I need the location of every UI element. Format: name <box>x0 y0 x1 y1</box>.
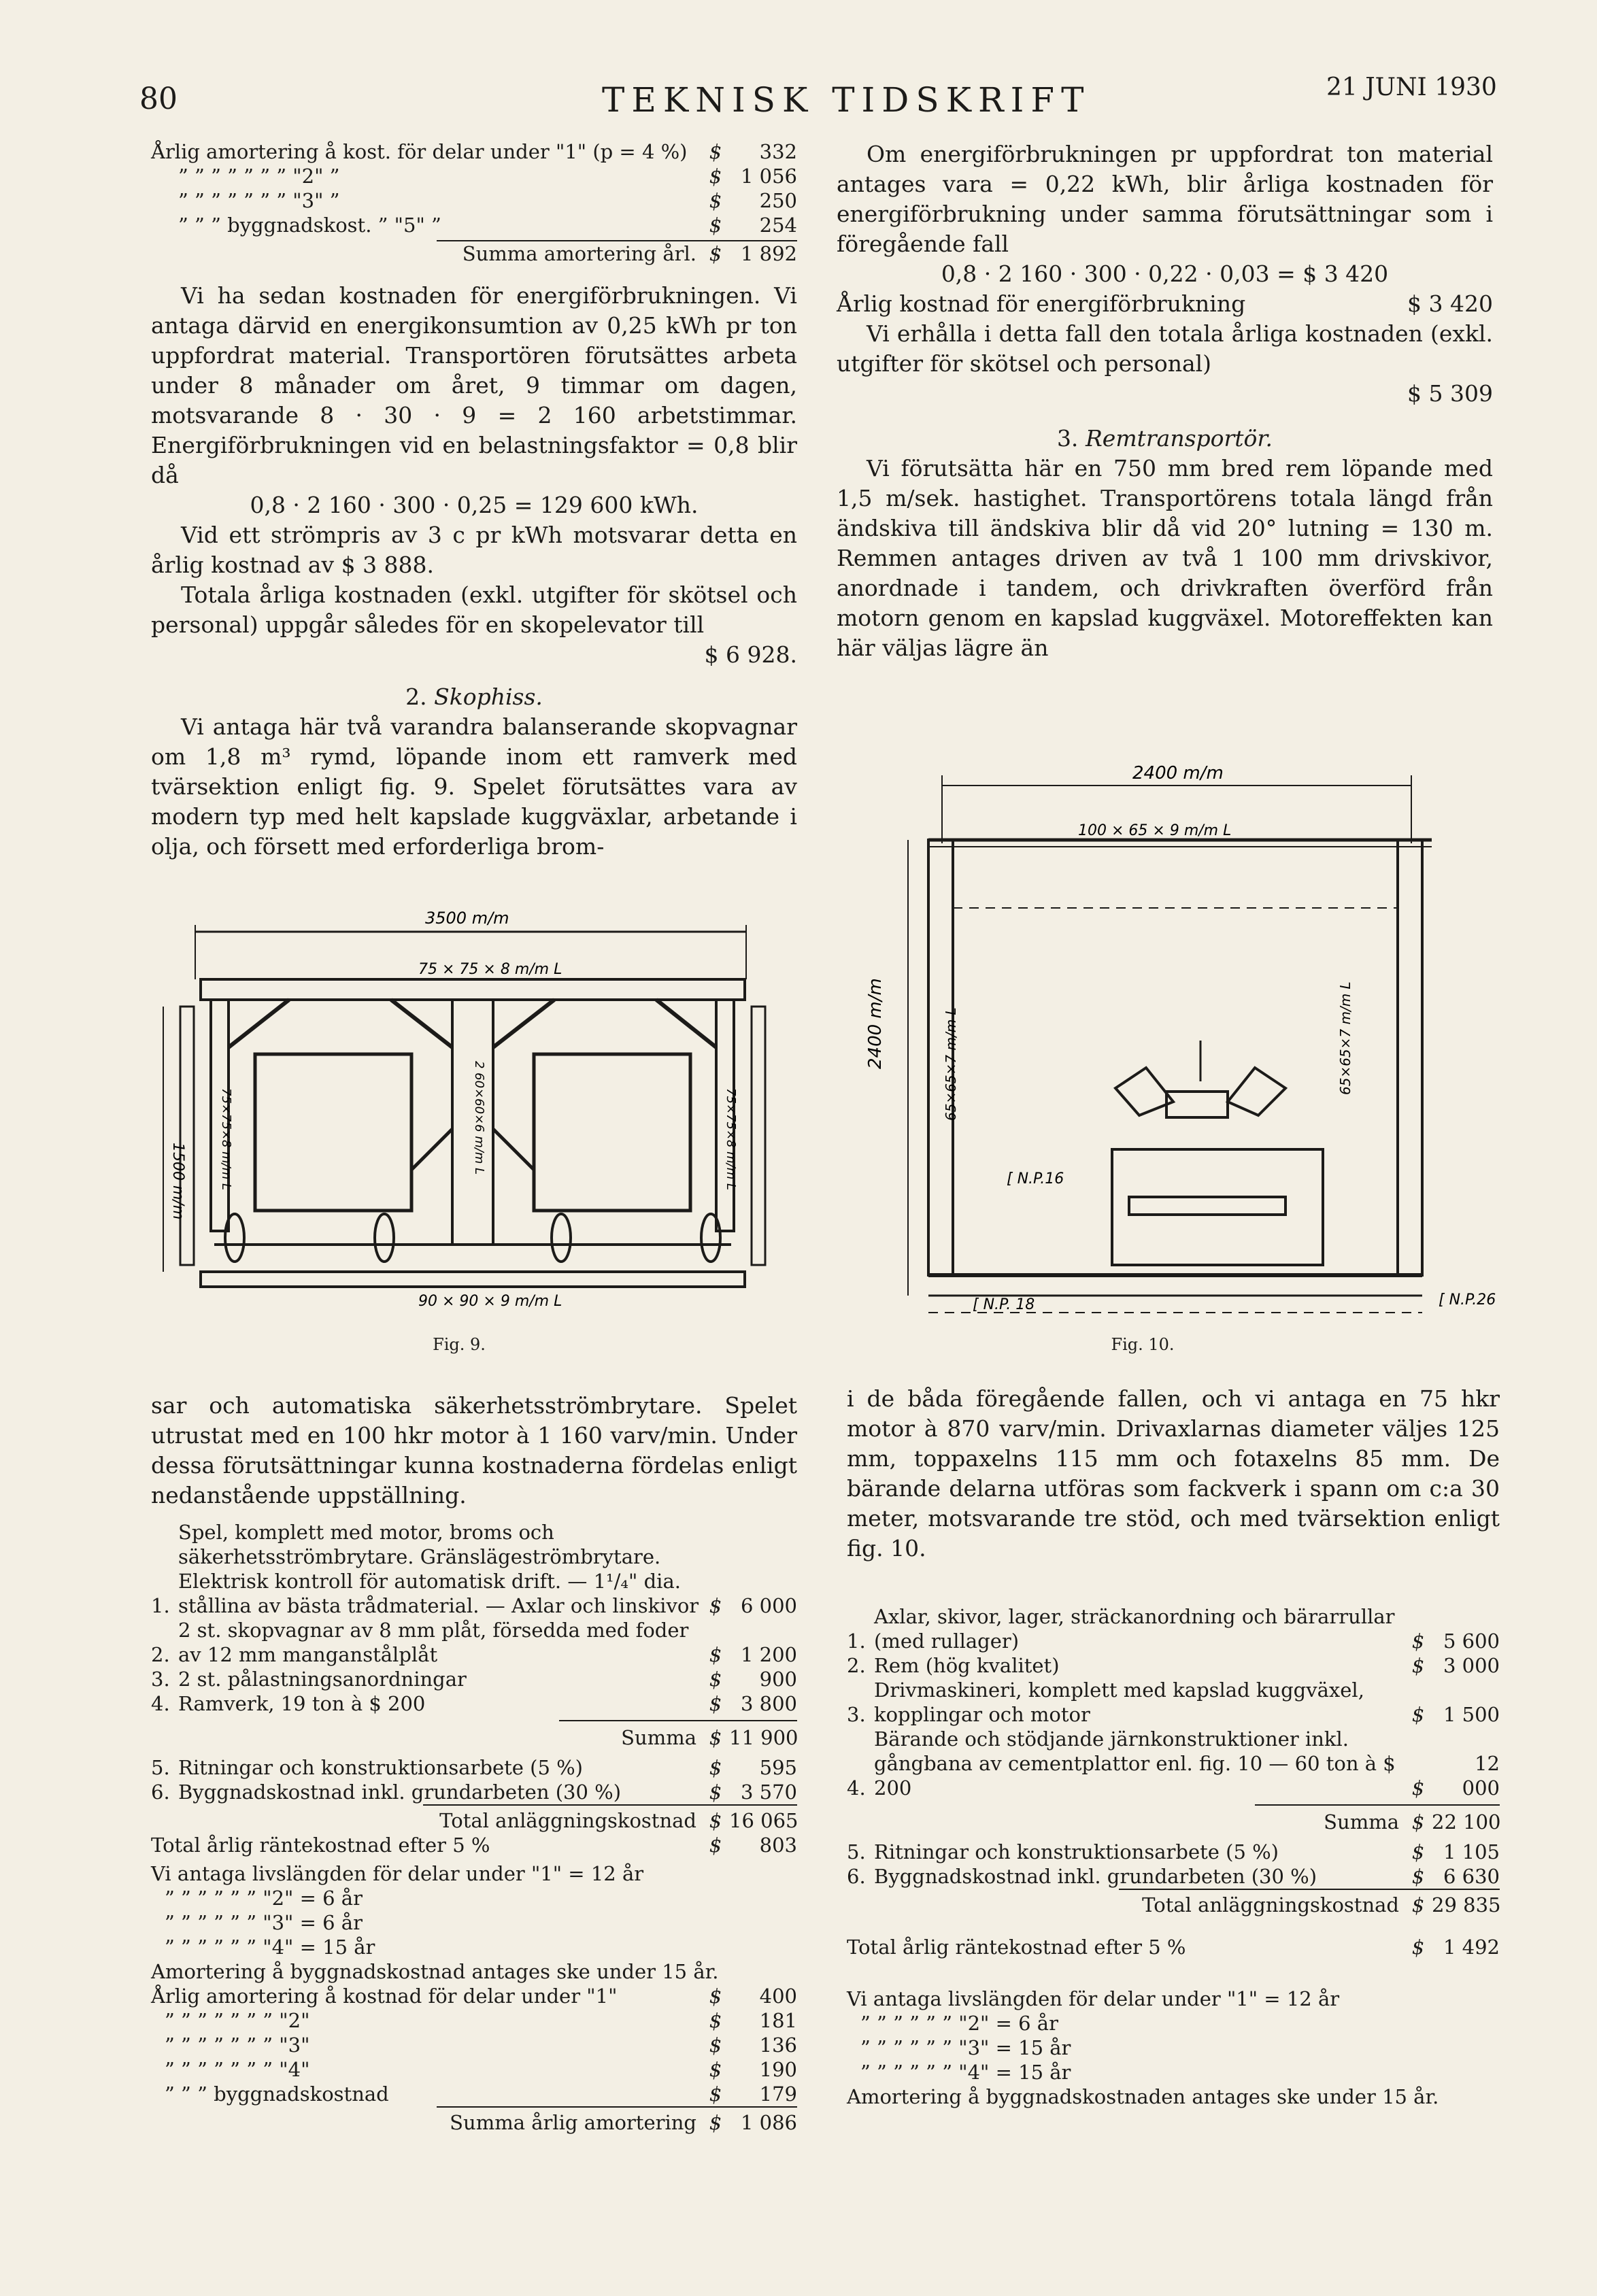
paragraph: Vi antaga här två varandra balanserande skopvagnar om 1,8 m³ rymd, löpande inom ett ramverk med tvärsektion enligt fig. 9. Spelet förutsättes vara av modern typ med helt kapslade kuggväxlar, arbetande i olja, och försett med erforderliga brom- <box>151 713 797 860</box>
list-item: Amortering å byggnadskostnad antages ske under 15 år. <box>151 1960 719 1983</box>
cost-total: $ 6 928. <box>704 641 797 668</box>
list-item: 6. Byggnadskostnad inkl. grundarbeten (30 %) $ 6 630 <box>847 1865 1500 1888</box>
figure-9-drawing <box>153 909 792 1319</box>
list-item: 3. Drivmaskineri, komplett med kapslad kuggväxel, kopplingar och motor $ 1 500 <box>847 1678 1500 1726</box>
bucket-right <box>534 1054 690 1211</box>
amortization-table <box>151 139 797 266</box>
list-item: 3. 2 st. pålastningsanordningar $ 900 <box>151 1668 797 1691</box>
post-label: 65×65×7 m/m L <box>943 1007 959 1121</box>
list-item: 6. Byggnadskostnad inkl. grundarbeten (30 %) $ 3 570 <box>151 1780 797 1804</box>
paragraph: Vi erhålla i detta fall den totala årliga kostnaden (exkl. utgifter för skötsel och personal) <box>837 320 1493 377</box>
paragraph: sar och automatiska säkerhetsströmbrytare. Spelet utrustat med en 100 hkr motor à 1 160 varv/min. Under dessa förutsättningar kunna kostnaderna fördelas enligt nedanstående uppställning. <box>151 1392 797 1508</box>
sum-row: Summa $ 11 900 <box>559 1720 797 1750</box>
life-list <box>847 1987 1500 2109</box>
list-item: ” ” ” ” ” ” "4" = 15 år <box>860 2061 1071 2084</box>
list-item: 5. Ritningar och konstruktionsarbete (5 %) $ 1 105 <box>847 1840 1500 1863</box>
right-post <box>752 1007 765 1265</box>
paragraph: i de båda föregående fallen, och vi antaga en 75 hkr motor à 870 varv/min. Drivaxlarnas diameter väljes 125 mm, toppaxelns 115 mm och fotaxelns 85 mm. De bärande delarna utföras som fackverk i spann om c:a 30 meter, motsvarande tre stöd, och med tvärsektion enligt fig. 10. <box>847 1385 1500 1561</box>
section-heading: 2. Skophiss. <box>405 683 543 710</box>
cnp18-label: [ N.P. 18 <box>973 1296 1035 1313</box>
life-list <box>151 1861 797 1984</box>
total-row: Total anläggningskostnad $ 16 065 <box>423 1804 797 1833</box>
formula: 0,8 · 2 160 · 300 · 0,25 = 129 600 kWh. <box>250 492 699 518</box>
sum-row: Summa årlig amortering $ 1 086 <box>437 2106 797 2135</box>
top-beam <box>201 979 745 1000</box>
dim-top-label: 2400 m/m <box>1132 763 1224 783</box>
cnp16-label: [ N.P.16 <box>1007 1170 1064 1187</box>
interest-row: Total årlig räntekostnad efter 5 % $ 1 492 <box>847 1936 1500 1959</box>
table-row: ” ” ” ” ” ” ” "3" ” $ 250 <box>178 189 797 212</box>
left-post <box>180 1007 194 1265</box>
dim-top-label: 3500 m/m <box>425 909 509 928</box>
figure-10-drawing <box>865 755 1513 1340</box>
page-number: 80 <box>139 82 178 116</box>
list-item: 1. Axlar, skivor, lager, sträckanordning och bärarrullar (med rullager) $ 5 600 <box>847 1605 1500 1653</box>
list-item: ” ” ” ” ” ” "4" = 15 år <box>165 1936 375 1959</box>
list-item: ” ” ” ” ” ” "2" = 6 år <box>165 1887 363 1910</box>
list-item: 4. Bärande och stödjande järnkonstruktioner inkl. gångbana av cementplattor enl. fig. 10 — 60 ton à $ 200 $ 12 000 <box>847 1727 1500 1800</box>
table-row: ” ” ” ” ” ” ” "2" $ 181 <box>165 2009 797 2032</box>
interest-row: Total årlig räntekostnad efter 5 % $ 803 <box>151 1834 797 1857</box>
table-row: Årlig amortering å kostnad för delar under "1" $ 400 <box>151 1985 797 2008</box>
list-item: 5. Ritningar och konstruktionsarbete (5 %) $ 595 <box>151 1756 797 1779</box>
cnp26-label: [ N.P.26 <box>1439 1292 1496 1309</box>
beam-label: 100 × 65 × 9 m/m L <box>1078 822 1232 839</box>
dim-left-label: 2400 m/m <box>865 978 886 1069</box>
list-item: 4. Ramverk, 19 ton à $ 200 $ 3 800 <box>151 1692 797 1715</box>
sum-row: Summa amortering årl. $ 1 892 <box>437 240 797 266</box>
left-column-lower <box>151 1391 797 2135</box>
dim-left-label: 1500 m/m <box>169 1143 186 1220</box>
list-item: 1. Spel, komplett med motor, broms och säkerhetsströmbrytare. Gränslägeströmbrytare. Elektrisk kontroll för automatisk drift. — 1¹/₄" dia. stållina av bästa trådmaterial. — Axlar och linskivor $ 6 000 <box>151 1521 797 1617</box>
formula: 0,8 · 2 160 · 300 · 0,22 · 0,03 = $ 3 420 <box>941 260 1389 287</box>
right-column-lower <box>847 1384 1500 2109</box>
amort2-table <box>151 1984 797 2135</box>
paragraph: Vi ha sedan kostnaden för energiförbrukningen. Vi antaga därvid en energikonsumtion av 0,25 kWh pr ton uppfordrat material. Transportören förutsättes arbeta under 8 månader om året, 9 timmar om dagen, motsvarande 8 · 30 · 9 = 2 160 arbetstimmar. Energiförbrukningen vid en belastningsfaktor = 0,8 blir då <box>151 282 797 488</box>
sum-row: Summa $ 22 100 <box>1255 1804 1500 1834</box>
figure-9-caption: Fig. 9. <box>433 1335 486 1354</box>
list-item: ” ” ” ” ” ” "3" = 6 år <box>165 1911 363 1934</box>
right-post <box>1398 840 1422 1275</box>
table-row: ” ” ” byggnadskost. ” "5" ” $ 254 <box>178 214 797 237</box>
issue-date: 21 JUNI 1930 <box>1326 73 1497 101</box>
table-row: ” ” ” ” ” ” ” "2" ” $ 1 056 <box>178 165 797 188</box>
cost-list <box>847 1604 1500 2109</box>
figure-10-caption: Fig. 10. <box>1111 1335 1175 1354</box>
list-item: ” ” ” ” ” ” "2" = 6 år <box>860 2012 1058 2035</box>
beam-label: 75 × 75 × 8 m/m L <box>418 961 562 978</box>
energy-row: Årlig kostnad för energiförbrukning $ 3 420 <box>837 290 1493 317</box>
total-row: Total anläggningskostnad $ 29 835 <box>1119 1889 1500 1917</box>
cost-list <box>151 1520 797 2135</box>
list-item: Vi antaga livslängden för delar under "1" = 12 år <box>847 1987 1340 2010</box>
paragraph: Vid ett strömpris av 3 c pr kWh motsvarar detta en årlig kostnad av $ 3 888. <box>151 522 797 578</box>
bottom-label: 90 × 90 × 9 m/m L <box>418 1293 562 1310</box>
table-row: ” ” ” ” ” ” ” "4" $ 190 <box>165 2058 797 2081</box>
list-item: Amortering å byggnadskostnaden antages ske under 15 år. <box>847 2085 1439 2108</box>
section-heading: 3. Remtransportör. <box>1056 425 1273 452</box>
right-column <box>837 139 1493 663</box>
paragraph: Om energiförbrukningen pr uppfordrat ton material antages vara = 0,22 kWh, blir årliga kostnaden för energiförbrukning under samma förutsättningar som i föregående fall <box>837 141 1493 257</box>
paragraph: Vi förutsätta här en 750 mm bred rem löpande med 1,5 m/sek. hastighet. Transportörens totala längd från ändskiva till ändskiva blir då vid 20° lutning = 130 m. Remmen antages driven av två 1 100 mm drivskivor, anordnade i tandem, och drivkraften överförd från motorn genom en kapslad kuggväxel. Motoreffekten kan här väljas lägre än <box>837 455 1493 661</box>
paragraph: Totala årliga kostnaden (exkl. utgifter för skötsel och personal) uppgår således för en skopelevator till <box>151 581 797 638</box>
post-label: 75×75×8 m/m L <box>219 1088 233 1191</box>
journal-title: TEKNISK TIDSKRIFT <box>602 80 1091 120</box>
center-label: 2 60×60×6 m/m L <box>472 1061 486 1175</box>
list-item: 2. 2 st. skopvagnar av 8 mm plåt, försedda med foder av 12 mm manganstålplåt $ 1 200 <box>151 1619 797 1666</box>
post-label-right: 65×65×7 m/m L <box>1337 981 1354 1095</box>
table-row: ” ” ” ” ” ” ” "3" $ 136 <box>165 2033 797 2057</box>
list-item: 2. Rem (hög kvalitet) $ 3 000 <box>847 1654 1500 1677</box>
table-row: Årlig amortering å kost. för delar under "1" (p = 4 %) $ 332 <box>151 140 797 163</box>
left-column <box>151 139 797 862</box>
table-row: ” ” ” byggnadskostnad $ 179 <box>165 2082 797 2106</box>
list-item: Vi antaga livslängden för delar under "1" = 12 år <box>151 1862 644 1885</box>
cost-total: $ 5 309 <box>1407 380 1493 407</box>
bucket-left <box>255 1054 411 1211</box>
post-label-right: 75×75×8 m/m L <box>724 1088 738 1191</box>
list-item: ” ” ” ” ” ” "3" = 15 år <box>860 2036 1071 2059</box>
bottom-beam <box>201 1272 745 1287</box>
